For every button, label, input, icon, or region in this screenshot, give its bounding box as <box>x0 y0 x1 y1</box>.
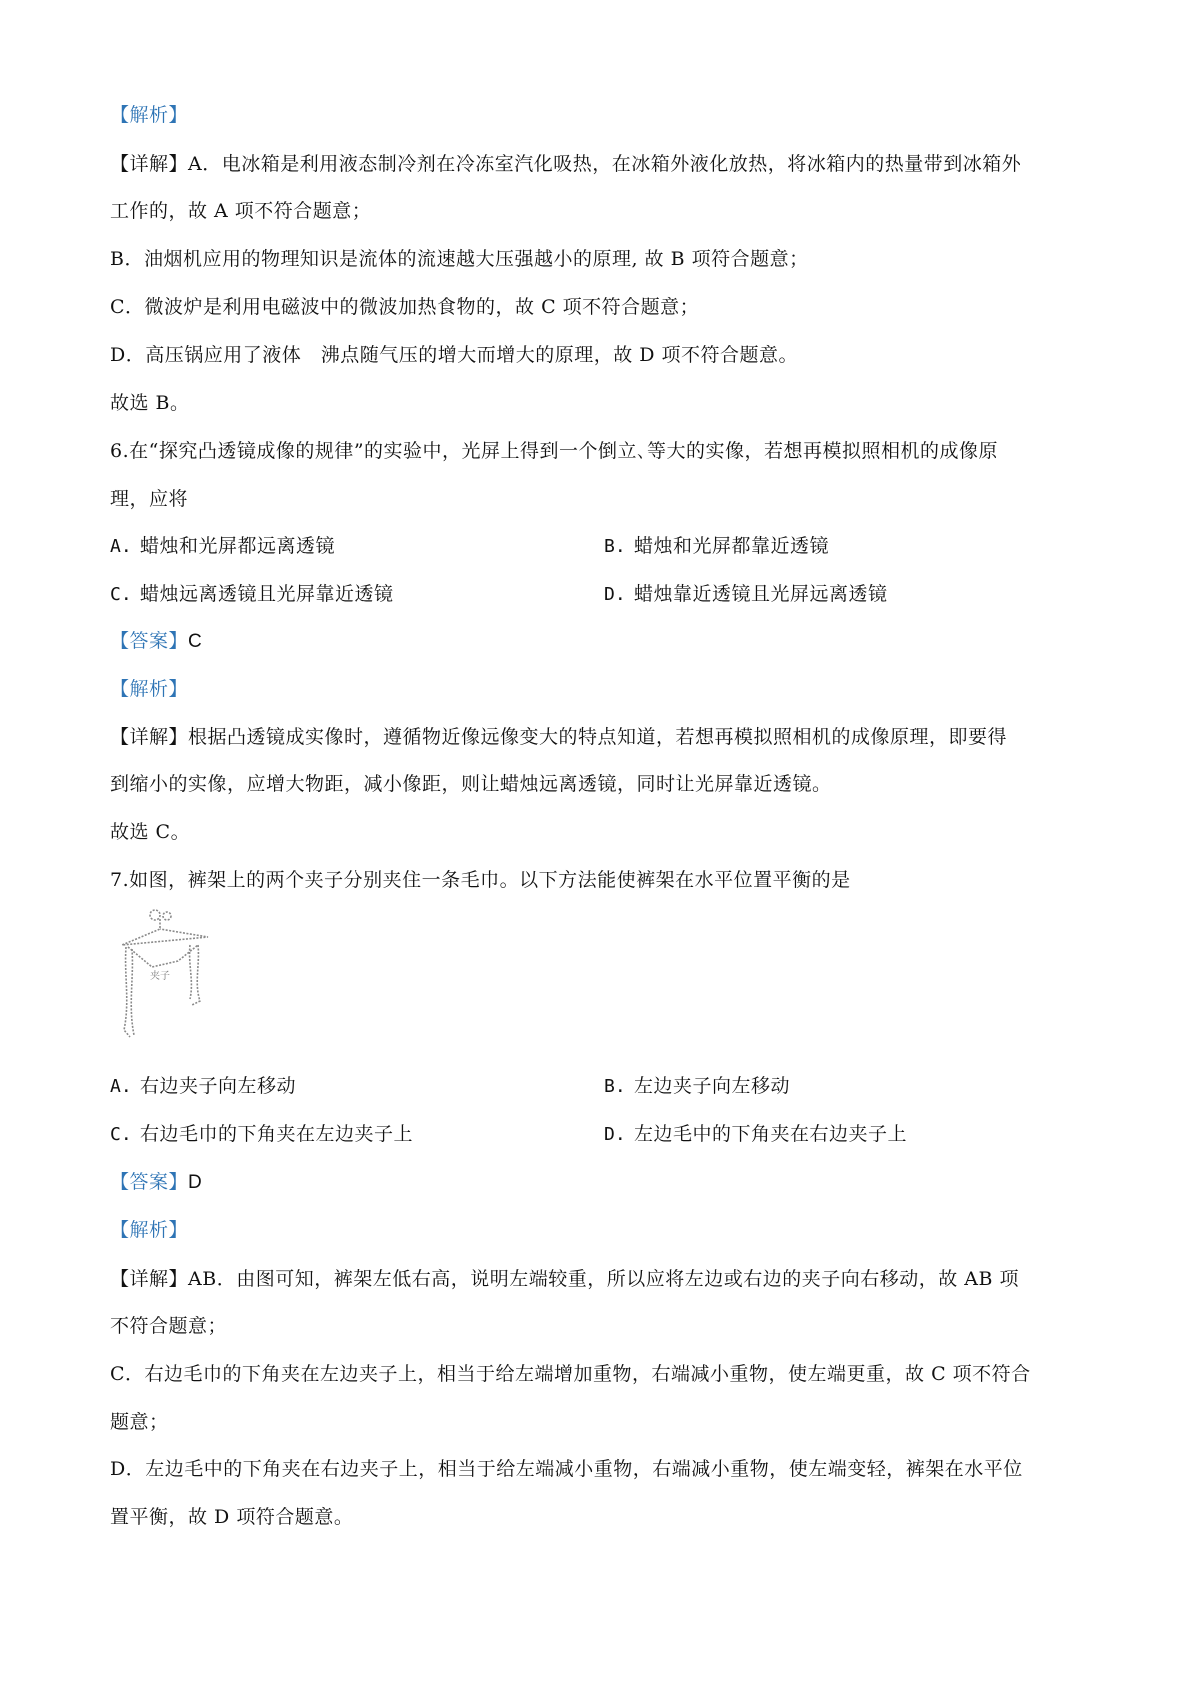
explanation-c-continuation: 题意； <box>110 1411 169 1433</box>
analysis-label: 【解析】 <box>110 104 189 126</box>
option-letter: A. <box>110 1076 132 1097</box>
option-a <box>110 533 335 560</box>
explanation-b: B．油烟机应用的物理知识是流体的流速越大压强越小的原理, 故 B 项符合题意； <box>110 248 809 270</box>
conclusion: 故选 C。 <box>110 821 191 843</box>
option-text: 左边夹子向左移动 <box>634 1075 791 1097</box>
hanger-string <box>128 945 198 967</box>
option-letter: D. <box>604 1124 626 1145</box>
option-d <box>604 581 888 608</box>
explanation-c: C．右边毛巾的下角夹在左边夹子上，相当于给左端增加重物，右端减小重物，使左端更重，故 C 项不符合 <box>110 1363 1031 1385</box>
towel-left <box>124 947 134 1037</box>
explanation-c: C．微波炉是利用电磁波中的微波加热食物的，故 C 项不符合题意； <box>110 296 700 318</box>
option-letter: B. <box>604 1076 626 1097</box>
answer-label: 【答案】 <box>110 630 189 652</box>
option-text: 蜡烛和光屏都靠近透镜 <box>634 535 830 557</box>
option-a <box>110 1073 296 1100</box>
explanation-d-continuation: 置平衡，故 D 项符合题意。 <box>110 1506 354 1528</box>
option-c <box>110 1121 413 1148</box>
detail-paragraph <box>110 724 1007 750</box>
analysis-label: 【解析】 <box>110 678 189 700</box>
question-6-stem: 6.在“探究凸透镜成像的规律”的实验中，光屏上得到一个倒立､等大的实像，若想再模拟照相机的成像原 <box>110 440 999 462</box>
option-letter: C. <box>110 1124 132 1145</box>
answer-value: D <box>188 1172 203 1193</box>
detail-label: 【详解】 <box>110 726 189 748</box>
option-text: 蜡烛靠近透镜且光屏远离透镜 <box>634 583 888 605</box>
explanation-d: D．左边毛中的下角夹在右边夹子上，相当于给左端减小重物，右端减小重物，使左端变轻，裤架在水平位 <box>110 1458 1023 1480</box>
detail-continuation: 不符合题意； <box>110 1315 228 1337</box>
option-letter: B. <box>604 536 626 557</box>
option-text: 蜡烛远离透镜且光屏靠近透镜 <box>140 583 394 605</box>
detail-text: AB．由图可知，裤架左低右高，说明左端较重，所以应将左边或右边的夹子向右移动，故 AB 项 <box>188 1268 1019 1290</box>
towel-right <box>190 945 200 1005</box>
option-text: 左边毛中的下角夹在右边夹子上 <box>634 1123 908 1145</box>
analysis-label: 【解析】 <box>110 1219 189 1241</box>
detail-label: 【详解】 <box>110 1268 189 1290</box>
clip-label: 夹子 <box>150 971 170 982</box>
answer-value: C <box>188 631 203 652</box>
detail-continuation: 到缩小的实像，应增大物距，减小像距，则让蜡烛远离透镜，同时让光屏靠近透镜。 <box>110 773 832 795</box>
hanger-frame <box>122 919 208 945</box>
answer-label: 【答案】 <box>110 1171 189 1193</box>
option-d <box>604 1121 907 1148</box>
option-letter: C. <box>110 584 132 605</box>
option-letter: D. <box>604 584 626 605</box>
option-c <box>110 581 394 608</box>
hanger-figure <box>114 905 214 1045</box>
detail-label: 【详解】 <box>110 153 189 175</box>
hanger-illustration <box>114 905 214 1045</box>
option-text: 右边夹子向左移动 <box>140 1075 297 1097</box>
hook-loop-right <box>163 912 171 920</box>
question-7-stem: 7.如图，裤架上的两个夹子分别夹住一条毛巾。以下方法能使裤架在水平位置平衡的是 <box>110 869 851 891</box>
detail-paragraph <box>110 1266 1019 1292</box>
answer-row <box>110 628 202 655</box>
conclusion: 故选 B。 <box>110 392 190 414</box>
answer-row <box>110 1169 202 1196</box>
explanation-d: D．高压锅应用了液体 沸点随气压的增大而增大的原理，故 D 项不符合题意。 <box>110 344 799 366</box>
detail-text: A．电冰箱是利用液态制冷剂在冷冻室汽化吸热，在冰箱外液化放热，将冰箱内的热量带到冰箱外 <box>188 153 1022 175</box>
option-b <box>604 1073 790 1100</box>
option-text: 蜡烛和光屏都远离透镜 <box>140 535 336 557</box>
detail-text: 根据凸透镜成实像时，遵循物近像远像变大的特点知道，若想再模拟照相机的成像原理，即要得 <box>188 726 1008 748</box>
hook-loop-left <box>150 910 160 920</box>
detail-continuation: 工作的，故 A 项不符合题意； <box>110 200 372 222</box>
question-6-stem-continuation: 理，应将 <box>110 488 189 510</box>
detail-paragraph <box>110 151 1021 177</box>
option-letter: A. <box>110 536 132 557</box>
option-b <box>604 533 829 560</box>
option-text: 右边毛巾的下角夹在左边夹子上 <box>140 1123 414 1145</box>
